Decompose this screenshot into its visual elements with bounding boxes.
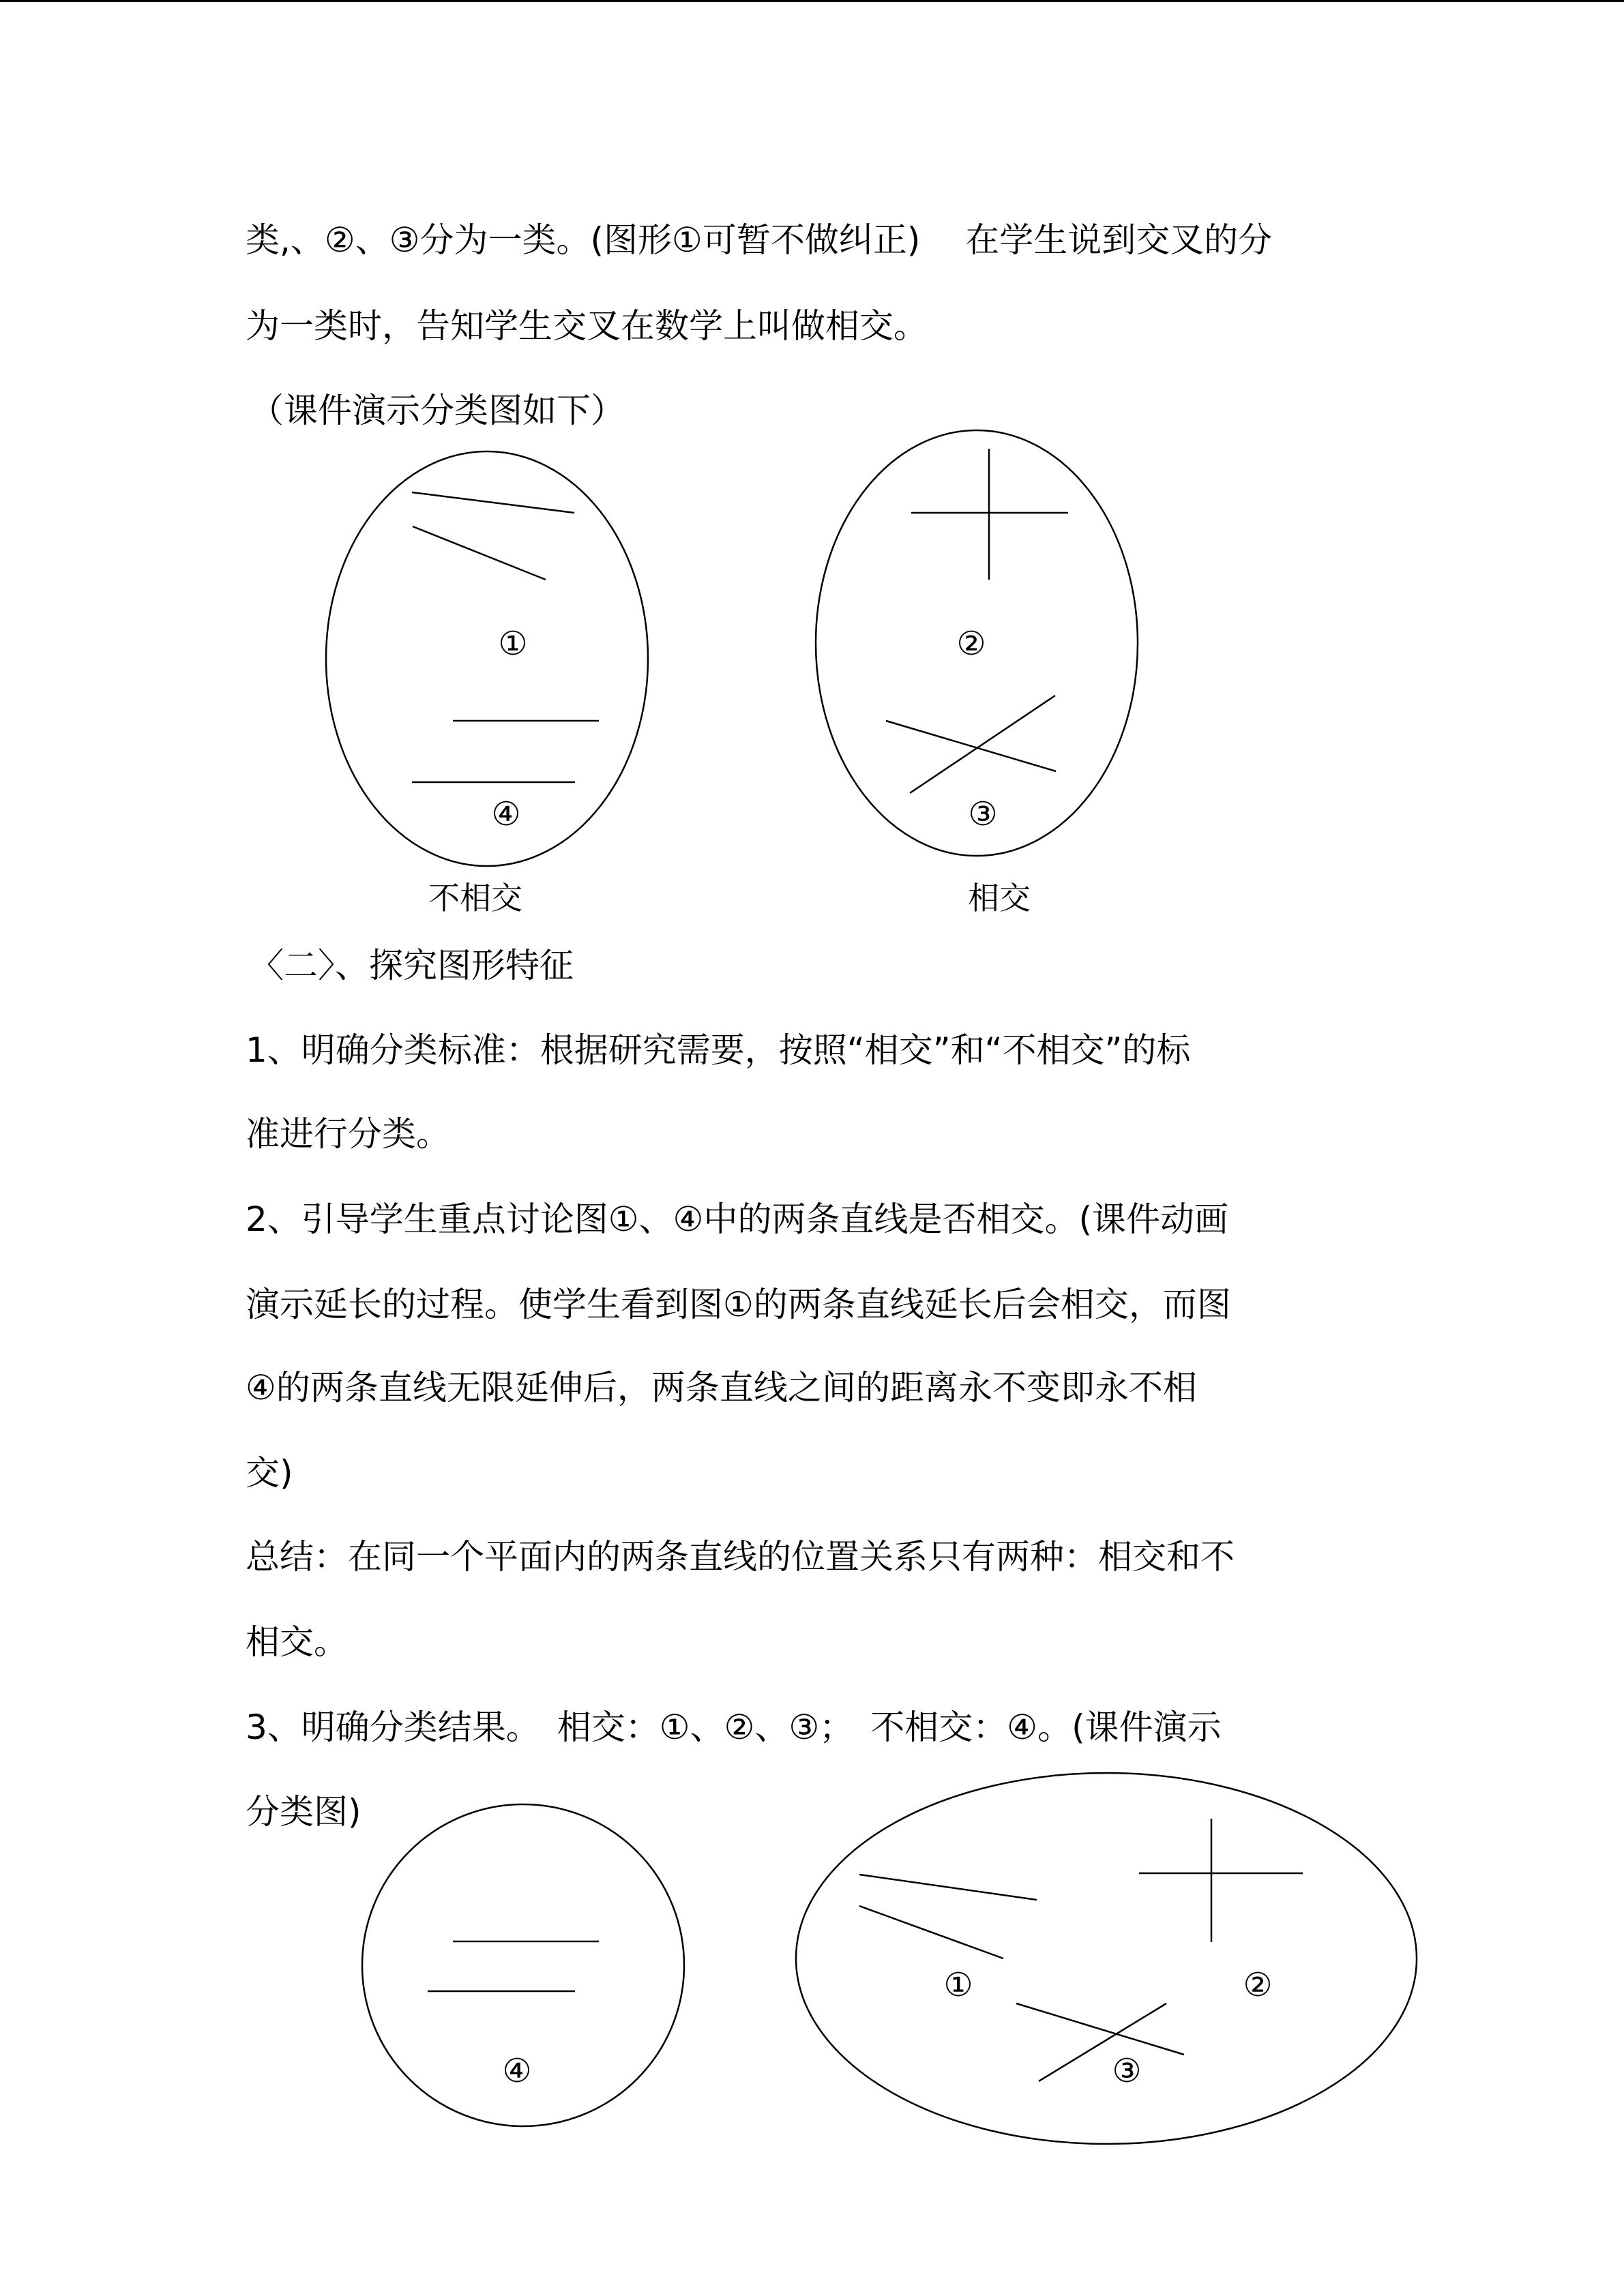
paragraph-line: 类,、②、③分为一类。(图形①可暂不做纠正) 在学生说到交叉的分 [246,220,1273,260]
group-label-non-intersecting: 不相交 [428,880,522,916]
paragraph-line: 1、明确分类标准：根据研究需要，按照“相交”和“不相交”的标 [246,1030,1191,1070]
paragraph-line: 3、明确分类结果。 相交：①、②、③； 不相交：④。(课件演示 [246,1708,1222,1747]
paragraph-line: 为一类时，告知学生交叉在数学上叫做相交。 [246,306,928,346]
group-label-intersecting: 相交 [968,880,1031,916]
figure-caption: （课件演示分类图如下） [250,391,625,430]
figure-mark-4: ④ [491,795,521,833]
summary-line: 总结：在同一个平面内的两条直线的位置关系只有两种：相交和不 [246,1537,1235,1577]
line-segment [1016,2003,1184,2055]
line-segment [859,1875,1037,1900]
paragraph-line: 交) [246,1453,293,1493]
figure-mark-3: ③ [968,795,998,833]
line-segment [1039,2003,1166,2081]
paragraph-line: 准进行分类。 [246,1114,450,1154]
summary-line: 相交。 [246,1622,348,1662]
figure-mark-3: ③ [1112,2052,1142,2090]
paragraph-line: 演示延长的过程。使学生看到图①的两条直线延长后会相交，而图 [246,1285,1231,1324]
figure-mark-4: ④ [502,2052,532,2090]
figure-mark-2: ② [1243,1966,1273,2004]
line-segment [859,1906,1003,1958]
intersecting-result-ellipse [796,1773,1417,2144]
paragraph-line: ④的两条直线无限延伸后，两条直线之间的距离永不变即永不相 [246,1368,1197,1407]
paragraph-line: 2、引导学生重点讨论图①、④中的两条直线是否相交。(课件动画 [246,1199,1228,1239]
paragraph-line: 分类图) [246,1792,361,1832]
figure-mark-1: ① [498,625,528,663]
figure-mark-2: ② [956,625,986,663]
section-heading: 〈二〉、探究图形特征 [250,946,574,985]
figure-mark-1: ① [943,1966,973,2004]
